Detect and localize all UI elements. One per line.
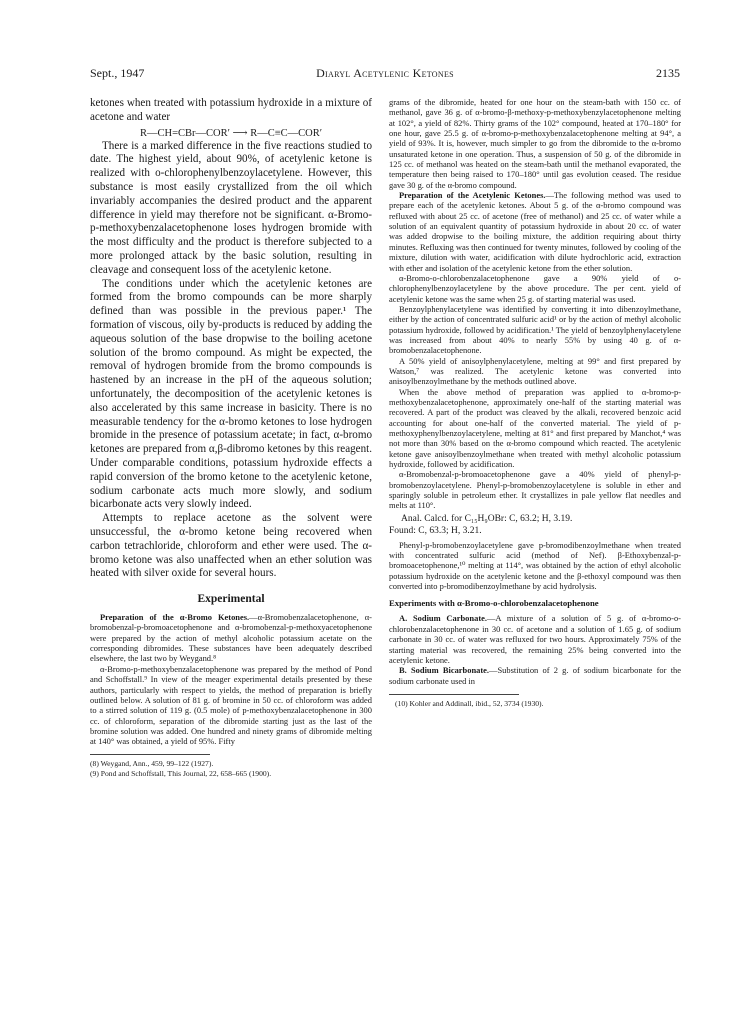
paragraph-body: —A mixture of a solution of 5 g. of α-bromo-o-chlorobenzalacetophenone in 30 cc. of acetone and a solution of 1.65 g. of sodium carbonate in 30 cc. of water was refluxed for two hours. Approximately 75% of the starting material was recovered, the remaining 25% being converted into the acetylenic ketone.: [389, 613, 681, 665]
footnote: (10) Kohler and Addinall, ibid., 52, 3734 (1930).: [395, 698, 544, 708]
analysis-calcd: Anal. Calcd. for C₁₅H₉OBr: C, 63.2; H, 3.19.: [401, 513, 573, 524]
paragraph: [90, 612, 372, 664]
footnote-rule: [389, 694, 519, 695]
right-column: [389, 97, 681, 709]
footnote: (9) Pond and Schoffstall, This Journal, 22, 658–665 (1900).: [90, 768, 272, 778]
run-in-heading: A. Sodium Carbonate.: [399, 613, 487, 624]
paragraph: [389, 613, 681, 665]
paragraph-body: —α-Bromobenzalacetophenone, α-bromobenzal-p-bromoacetophenone and α-bromobenzal-p-methoxyacetophenone were prepared by the action of methyl alcoholic potassium acetate on the corresponding dibromides. These substances have been adequately described elsewhere, the last two by Weygand.⁸: [90, 612, 372, 664]
paragraph: α-Bromo-o-chlorobenzalacetophenone gave a 90% yield of o-chlorophenylbenzoylacetylene by the above procedure. The per cent. yield of acetylenic ketone was the same when 25 g. of starting material was used.: [389, 272, 681, 304]
experimental-text-continued: [389, 97, 681, 686]
footnote: (8) Weygand, Ann., 459, 99–122 (1927).: [90, 758, 214, 768]
paragraph: [389, 665, 681, 686]
footnote-rule: [90, 754, 210, 755]
reaction-equation: R—CH=CBr—COR′ ⟶ R—C≡C—COR′: [139, 127, 323, 139]
paragraph: grams of the dibromide, heated for one hour on the steam-bath with 150 cc. of methanol, gave 36 g. of α-bromo-β-methoxy-p-methoxybenzylacetophenone melting at 102°, a yield of 82%. Thirty grams of the 102° compound, heated at 170–180° for one hour, gave 25.5 g. of α-bromo-p-methoxybenzalacetophenone melting at 94°, a yield of 93%. It is, however, much simpler to go from the dibromide to the α-bromo unsaturated ketone in one operation. Thus, a suspension of 50 g. of the dibromide in 125 cc. of methanol was heated on the steam-bath until the methanol evaporated, the temperature then being raised to 170–180° until gas evolution ceased. The residue gave 30 g. of the α-bromo compound.: [389, 97, 681, 190]
paragraph: When the above method of preparation was applied to α-bromo-p-methoxybenzalacetophenone, approximately one-half of the starting material was recovered. A part of the product was cleaved by the alkali, recovered benzoic acid accounting for about one-half of the converted material. The yield of p-methoxyphenylbenzoylacetylene, melting at 81° and first prepared by Manchot,⁴ was not more than 30% based on the α-bromo compound which reacted. The acetylenic ketone gave anisoylbenzoylmethane when treated with methyl alcoholic potassium hydroxide, followed by acidification.: [389, 386, 681, 470]
left-column: [90, 97, 372, 779]
analysis-found: Found: C, 63.3; H, 3.21.: [389, 525, 482, 536]
run-in-heading: Preparation of the α-Bromo Ketones.: [100, 612, 250, 623]
paragraph: Attempts to replace acetone as the solvent were unsuccessful, the α-bromo ketone being recovered when carbon tetrachloride, chloroform and ether were used. The α-bromo ketone was also unaffected when an ether solution was heated with silver oxide for several hours.: [90, 512, 372, 580]
paragraph: ketones when treated with potassium hydroxide in a mixture of acetone and water: [90, 97, 372, 123]
page-number: 2135: [656, 66, 680, 80]
discussion-text: [90, 97, 372, 581]
paragraph: α-Bromo-p-methoxybenzalacetophenone was prepared by the method of Pond and Schoffstall.⁹ In view of the meager experimental details presented by these authors, particularly with respect to yields, the method of preparation is briefly outlined below. A solution of 81 g. of bromine in 50 cc. of chloroform was added to a stirred solution of 119 g. (0.5 mole) of p-methoxybenzalacetophenone in 300 cc. of chloroform, separation of the dibromide starting just as the last of the bromine solution was added. One hundred and ninety grams of dibromide melting at 140° was obtained, a yield of 95%. Fifty: [90, 663, 372, 747]
running-header: [90, 66, 680, 82]
run-in-heading: Preparation of the Acetylenic Ketones.: [399, 190, 546, 201]
subsection-heading: Experiments with α-Bromo-o-chlorobenzalacetophenone: [389, 598, 599, 609]
paragraph: There is a marked difference in the five reactions studied to date. The highest yield, about 90%, of acetylenic ketone is realized with o-chlorophenylbenzoylacetylene. However, this substance is most easily crystallized from the oil which invariably accompanies the desired product and the apparent difference in yield may therefore not be significant. α-Bromo-p-methoxybenzalacetophenone loses hydrogen bromide with the most difficulty and the product is therefore subjected to a more prolonged attack by the basic solution, resulting in cleavage and consequent loss of the acetylenic ketone.: [90, 139, 372, 276]
header-date: Sept., 1947: [90, 66, 145, 80]
paragraph: Phenyl-p-bromobenzoylacetylene gave p-bromodibenzoylmethane when treated with concentrated sulfuric acid (method of Nef). β-Ethoxybenzal-p-bromoacetophenone,¹⁰ melting at 114°, was obtained by the action of ethyl alcoholic potassium hydroxide on the acetylenic ketone and the β-ethoxyl compound was then converted into p-bromodibenzoylmethane by acid hydrolysis.: [389, 539, 681, 592]
section-heading: Experimental: [197, 593, 265, 606]
paragraph-body: —Substitution of 2 g. of sodium bicarbonate for the sodium carbonate used in: [389, 665, 681, 686]
paragraph: Benzoylphenylacetylene was identified by converting it into dibenzoylmethane, either by the action of concentrated sulfuric acid¹ or by the action of methyl alcoholic potassium hydroxide, followed by acidification.¹ The yield of benzoylphenylacetylene was increased from about 40% to nearly 55% by using 40 g. of α-bromobenzalacetophenone.: [389, 303, 681, 356]
paragraph: [389, 190, 681, 273]
paragraph: The conditions under which the acetylenic ketones are formed from the bromo compounds can be more sharply defined than was possible in the previous paper.¹ The formation of viscous, oily by-products is reduced by adding the aqueous solution of the base dropwise to the boiling acetone solution of the bromo compound. As might be expected, the removal of hydrogen bromide from the bromo compounds is hastened by an increase in the pH of the aqueous solution; unfortunately, the decomposition of the acetylenic ketones is also accelerated by this same increase in basicity. There is no measurable tendency for the α-bromo ketones to lose hydrogen bromide in the presence of potassium acetate; in fact, α-bromo ketones are prepared from α,β-dibromo ketones by this reagent. Under comparable conditions, potassium hydroxide effects a rapid conversion of the bromo ketone to the acetylenic ketone, sodium carbonate acts much more slowly, and sodium bicarbonate acts very slowly indeed.: [90, 277, 372, 511]
paragraph-body: —The following method was used to prepare each of the acetylenic ketones. About 5 g. of the α-bromo compound was refluxed with about 25 cc. of acetone (free of methanol) and 25 cc. of water while a solution of an equivalent quantity of potassium hydroxide in about 20 cc. of water was added dropwise to the boiling mixture, the addition requiring about thirty minutes. Refluxing was then continued for twenty minutes, followed by cooling of the mixture, dilution with water, acidification with dilute hydrochloric acid, extraction with ether and isolation of the acetylenic ketone from the ether solution.: [389, 190, 682, 273]
header-title: Diaryl Acetylenic Ketones: [316, 66, 454, 80]
experimental-text: [90, 612, 372, 746]
paragraph: A 50% yield of anisoylphenylacetylene, melting at 99° and first prepared by Watson,⁷ was realized. The acetylenic ketone was converted into anisoylbenzoylmethane by the methods outlined above.: [389, 355, 681, 387]
run-in-heading: B. Sodium Bicarbonate.: [399, 665, 490, 676]
paragraph: α-Bromobenzal-p-bromoacetophenone gave a 40% yield of phenyl-p-bromobenzoylacetylene. Phenyl-p-bromobenzoylacetylene is soluble in ether and sparingly soluble in petroleum ether. It crystallizes in pale yellow flat needles and melts at 110°.: [389, 469, 681, 511]
